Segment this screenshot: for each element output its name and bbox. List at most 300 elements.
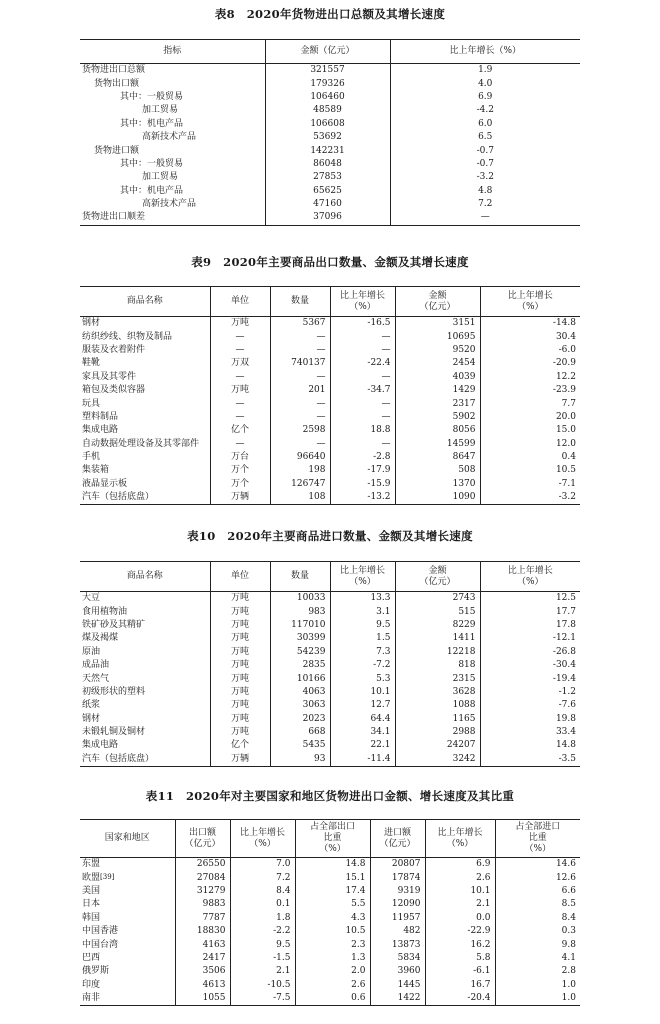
table11-body <box>80 858 580 1006</box>
table10 <box>80 561 580 767</box>
table8-body <box>80 64 580 226</box>
unit-cell: — <box>210 411 270 424</box>
amount-cell: 3242 <box>395 753 480 767</box>
import-share-cell: 12.6 <box>495 871 580 884</box>
product-name-cell: 服装及衣着附件 <box>82 344 146 355</box>
table11-header-export-line2: （亿元） <box>184 838 221 849</box>
amount-cell: 48589 <box>265 104 390 117</box>
import-cell: 11957 <box>370 912 425 925</box>
product-name-cell: 液晶显示板 <box>82 478 128 489</box>
quantity-growth-cell: — <box>330 371 395 384</box>
quantity-growth-cell: 7.3 <box>330 646 395 659</box>
unit-cell: 万吨 <box>210 605 270 618</box>
region-cell <box>80 938 175 951</box>
table8 <box>80 39 580 226</box>
table-row <box>80 144 580 157</box>
product-name-cell: 铁矿砂及其精矿 <box>82 619 146 630</box>
table-row <box>80 726 580 739</box>
table11-grid <box>80 819 580 1006</box>
export-share-cell: 2.6 <box>295 979 370 992</box>
quantity-cell: 96640 <box>270 451 330 464</box>
product-name-cell: 集成电路 <box>82 740 119 751</box>
indicator-cell: 货物出口额 <box>94 78 140 89</box>
unit-cell: 万台 <box>210 451 270 464</box>
table11-header-import-line1: 进口额 <box>383 827 411 838</box>
quantity-growth-cell: -16.5 <box>330 317 395 331</box>
import-growth-cell: 16.2 <box>425 938 495 951</box>
table10-header-amount-growth-line1: 比上年增长 <box>507 565 553 576</box>
table11-header-export-share <box>295 820 370 858</box>
table-row <box>80 605 580 618</box>
table10-header-qty-growth-line2: （%） <box>349 576 376 587</box>
unit-cell: 万辆 <box>210 491 270 505</box>
quantity-cell: 10033 <box>270 592 330 606</box>
table11-header-import-share-line3: （%） <box>524 844 552 854</box>
region-name: 中国台湾 <box>82 939 119 950</box>
quantity-cell: 3063 <box>270 699 330 712</box>
region-name: 日本 <box>82 899 101 910</box>
import-growth-cell: 10.1 <box>425 885 495 898</box>
amount-cell: 515 <box>395 605 480 618</box>
quantity-cell: 2023 <box>270 713 330 726</box>
table9-header-qty-growth <box>330 287 395 317</box>
unit-cell: 万双 <box>210 357 270 370</box>
unit-cell: 万吨 <box>210 619 270 632</box>
export-growth-cell: 8.4 <box>230 885 295 898</box>
unit-cell: — <box>210 397 270 410</box>
amount-growth-cell: -20.9 <box>480 357 580 370</box>
table8-header-amount: 金额（亿元） <box>265 40 390 64</box>
table-row <box>80 384 580 397</box>
quantity-growth-cell: 34.1 <box>330 726 395 739</box>
indicator-cell: 高新技术产品 <box>142 199 197 210</box>
quantity-cell: — <box>270 397 330 410</box>
unit-cell: 万吨 <box>210 317 270 331</box>
export-share-cell: 5.5 <box>295 898 370 911</box>
growth-cell: -0.7 <box>390 144 580 157</box>
unit-cell: 亿个 <box>210 424 270 437</box>
import-growth-cell: 5.8 <box>425 952 495 965</box>
table11-header-import-share <box>495 820 580 858</box>
amount-growth-cell: -3.5 <box>480 753 580 767</box>
table11-header-import-growth <box>425 820 495 858</box>
table10-grid <box>80 561 580 767</box>
table9-header-qty: 数量 <box>270 287 330 317</box>
table-row <box>80 211 580 225</box>
region-name: 巴西 <box>82 952 101 963</box>
product-name-cell: 纸浆 <box>82 700 101 711</box>
quantity-growth-cell: -22.4 <box>330 357 395 370</box>
amount-growth-cell: -7.1 <box>480 478 580 491</box>
table9-header-qty-growth-line2: （%） <box>349 301 376 312</box>
table11 <box>80 819 580 1006</box>
table11-header-export-growth-line1: 比上年增长 <box>239 827 285 838</box>
export-share-cell: 14.8 <box>295 858 370 872</box>
indicator-cell: 其中：一般贸易 <box>120 91 184 102</box>
region-cell <box>80 912 175 925</box>
table-row <box>80 965 580 978</box>
table11-header-region: 国家和地区 <box>80 820 175 858</box>
amount-cell: 5902 <box>395 411 480 424</box>
table8-header-indicator: 指标 <box>80 40 265 64</box>
growth-cell: 7.2 <box>390 198 580 211</box>
indicator-cell: 货物进口额 <box>94 145 140 156</box>
region-cell <box>80 898 175 911</box>
amount-growth-cell: -7.6 <box>480 699 580 712</box>
product-name-cell: 家具及其零件 <box>82 371 137 382</box>
quantity-growth-cell: — <box>330 344 395 357</box>
quantity-growth-cell: 13.3 <box>330 592 395 606</box>
unit-cell: 亿个 <box>210 739 270 752</box>
quantity-cell: 668 <box>270 726 330 739</box>
table-row <box>80 646 580 659</box>
amount-growth-cell: 30.4 <box>480 330 580 343</box>
export-growth-cell: -2.2 <box>230 925 295 938</box>
amount-cell: 47160 <box>265 198 390 211</box>
export-cell: 18830 <box>175 925 230 938</box>
product-name-cell: 汽车（包括底盘） <box>82 753 155 764</box>
unit-cell: 万吨 <box>210 672 270 685</box>
table-row <box>80 371 580 384</box>
indicator-cell: 其中：一般贸易 <box>120 158 184 169</box>
import-growth-cell: 2.6 <box>425 871 495 884</box>
export-growth-cell: 7.2 <box>230 871 295 884</box>
quantity-cell: 117010 <box>270 619 330 632</box>
product-name-cell: 煤及褐煤 <box>82 633 119 644</box>
import-growth-cell: -22.9 <box>425 925 495 938</box>
table9-header-unit: 单位 <box>210 287 270 317</box>
region-name: 美国 <box>82 885 101 896</box>
amount-cell: 10695 <box>395 330 480 343</box>
table-row <box>80 592 580 606</box>
amount-cell: 9520 <box>395 344 480 357</box>
table9-title: 表9 2020年主要商品出口数量、金额及其增长速度 <box>191 255 469 269</box>
table10-header-amount-growth <box>480 562 580 592</box>
import-growth-cell: 16.7 <box>425 979 495 992</box>
export-share-cell: 0.6 <box>295 992 370 1006</box>
table-row <box>80 424 580 437</box>
indicator-cell: 其中：机电产品 <box>120 118 184 129</box>
product-name-cell: 自动数据处理设备及其零部件 <box>82 438 200 449</box>
quantity-cell: — <box>270 411 330 424</box>
indicator-cell: 货物进出口顺差 <box>82 212 146 223</box>
growth-cell: -0.7 <box>390 158 580 171</box>
growth-cell: — <box>390 211 580 225</box>
region-cell <box>80 858 175 872</box>
export-growth-cell: 0.1 <box>230 898 295 911</box>
table-row <box>80 104 580 117</box>
unit-cell: 万个 <box>210 464 270 477</box>
table-row <box>80 118 580 131</box>
amount-cell: 2743 <box>395 592 480 606</box>
table-row <box>80 491 580 505</box>
quantity-growth-cell: -15.9 <box>330 478 395 491</box>
indicator-cell: 其中：机电产品 <box>120 185 184 196</box>
import-cell: 13873 <box>370 938 425 951</box>
quantity-cell: — <box>270 330 330 343</box>
table10-header-qty-growth <box>330 562 395 592</box>
export-cell: 3506 <box>175 965 230 978</box>
growth-cell: 1.9 <box>390 64 580 78</box>
region-cell <box>80 925 175 938</box>
table-row <box>80 672 580 685</box>
unit-cell: 万吨 <box>210 646 270 659</box>
table-row <box>80 619 580 632</box>
export-growth-cell: 9.5 <box>230 938 295 951</box>
product-name-cell: 大豆 <box>82 593 101 604</box>
quantity-growth-cell: 1.5 <box>330 632 395 645</box>
table8-grid <box>80 39 580 226</box>
unit-cell: — <box>210 330 270 343</box>
product-name-cell: 纺织纱线、织物及制品 <box>82 331 173 342</box>
table8-title: 表8 2020年货物进出口总额及其增长速度 <box>214 7 446 21</box>
quantity-growth-cell: -2.8 <box>330 451 395 464</box>
amount-growth-cell: 12.2 <box>480 371 580 384</box>
product-name-cell: 塑料制品 <box>82 411 119 422</box>
table-row <box>80 858 580 872</box>
table11-header-export-share-line2: 比重 <box>323 833 342 843</box>
table-row <box>80 739 580 752</box>
quantity-growth-cell: — <box>330 438 395 451</box>
table9-header-amount-growth <box>480 287 580 317</box>
amount-cell: 1088 <box>395 699 480 712</box>
indicator-cell: 加工贸易 <box>142 172 179 183</box>
amount-growth-cell: 12.0 <box>480 438 580 451</box>
table-row <box>80 979 580 992</box>
export-cell: 1055 <box>175 992 230 1006</box>
table-row <box>80 397 580 410</box>
amount-growth-cell: -23.9 <box>480 384 580 397</box>
table-row <box>80 686 580 699</box>
growth-cell: 6.0 <box>390 118 580 131</box>
table10-title: 表10 2020年主要商品进口数量、金额及其增长速度 <box>187 529 473 543</box>
table-row <box>80 64 580 78</box>
import-share-cell: 4.1 <box>495 952 580 965</box>
import-cell: 12090 <box>370 898 425 911</box>
amount-growth-cell: -30.4 <box>480 659 580 672</box>
table9-header-amount <box>395 287 480 317</box>
table11-header-import-growth-line2: （%） <box>446 838 474 849</box>
quantity-cell: 30399 <box>270 632 330 645</box>
amount-cell: 179326 <box>265 77 390 90</box>
quantity-cell: 5367 <box>270 317 330 331</box>
amount-cell: 106608 <box>265 118 390 131</box>
import-growth-cell: 2.1 <box>425 898 495 911</box>
product-name-cell: 原油 <box>82 646 101 657</box>
unit-cell: — <box>210 371 270 384</box>
table-row <box>80 632 580 645</box>
import-share-cell: 8.4 <box>495 912 580 925</box>
growth-cell: 4.8 <box>390 185 580 198</box>
quantity-growth-cell: -34.7 <box>330 384 395 397</box>
region-name: 印度 <box>82 979 101 990</box>
quantity-cell: 54239 <box>270 646 330 659</box>
amount-cell: 37096 <box>265 211 390 225</box>
import-cell: 482 <box>370 925 425 938</box>
quantity-cell: 4063 <box>270 686 330 699</box>
amount-growth-cell: -12.1 <box>480 632 580 645</box>
region-name: 中国香港 <box>82 926 119 937</box>
amount-cell: 818 <box>395 659 480 672</box>
amount-growth-cell: 17.7 <box>480 605 580 618</box>
quantity-cell: — <box>270 344 330 357</box>
product-name-cell: 鞋靴 <box>82 358 101 369</box>
table-row <box>80 317 580 331</box>
table10-header-amount-line2: （亿元） <box>419 576 456 587</box>
table-row <box>80 91 580 104</box>
quantity-cell: 126747 <box>270 478 330 491</box>
product-name-cell: 食用植物油 <box>82 606 128 617</box>
product-name-cell: 玩具 <box>82 398 101 409</box>
import-share-cell: 1.0 <box>495 979 580 992</box>
table-row <box>80 478 580 491</box>
product-name-cell: 集成电路 <box>82 425 119 436</box>
growth-cell: -4.2 <box>390 104 580 117</box>
export-cell: 2417 <box>175 952 230 965</box>
export-growth-cell: 2.1 <box>230 965 295 978</box>
quantity-growth-cell: 9.5 <box>330 619 395 632</box>
quantity-cell: 740137 <box>270 357 330 370</box>
amount-cell: 106460 <box>265 91 390 104</box>
table-row <box>80 952 580 965</box>
amount-cell: 321557 <box>265 64 390 78</box>
import-growth-cell: 6.9 <box>425 858 495 872</box>
quantity-growth-cell: — <box>330 330 395 343</box>
table9-header-amount-line2: （亿元） <box>419 301 456 312</box>
amount-growth-cell: 10.5 <box>480 464 580 477</box>
amount-cell: 1165 <box>395 713 480 726</box>
export-share-cell: 15.1 <box>295 871 370 884</box>
export-cell: 4613 <box>175 979 230 992</box>
amount-cell: 2317 <box>395 397 480 410</box>
indicator-cell: 高新技术产品 <box>142 132 197 143</box>
table-row <box>80 753 580 767</box>
import-cell: 3960 <box>370 965 425 978</box>
amount-cell: 1411 <box>395 632 480 645</box>
import-growth-cell: 0.0 <box>425 912 495 925</box>
import-share-cell: 8.5 <box>495 898 580 911</box>
footnote-ref[interactable]: [39] <box>100 872 115 881</box>
table-row <box>80 699 580 712</box>
table11-header-export-line1: 出口额 <box>188 827 216 838</box>
quantity-growth-cell: — <box>330 397 395 410</box>
region-cell <box>80 885 175 898</box>
amount-cell: 1090 <box>395 491 480 505</box>
region-name: 欧盟 <box>82 872 101 883</box>
quantity-growth-cell: 18.8 <box>330 424 395 437</box>
table-row <box>80 171 580 184</box>
unit-cell: 万吨 <box>210 699 270 712</box>
region-name: 南非 <box>82 993 101 1004</box>
import-growth-cell: -20.4 <box>425 992 495 1006</box>
table10-header-unit: 单位 <box>210 562 270 592</box>
product-name-cell: 成品油 <box>82 660 110 671</box>
import-share-cell: 2.8 <box>495 965 580 978</box>
unit-cell: 万吨 <box>210 659 270 672</box>
amount-cell: 8056 <box>395 424 480 437</box>
amount-growth-cell: 15.0 <box>480 424 580 437</box>
region-name: 俄罗斯 <box>82 966 110 977</box>
amount-cell: 4039 <box>395 371 480 384</box>
region-name: 东盟 <box>82 859 101 870</box>
quantity-cell: 5435 <box>270 739 330 752</box>
product-name-cell: 钢材 <box>82 318 101 329</box>
export-cell: 4163 <box>175 938 230 951</box>
quantity-growth-cell: 12.7 <box>330 699 395 712</box>
growth-cell: 6.9 <box>390 91 580 104</box>
growth-cell: 6.5 <box>390 131 580 144</box>
amount-cell: 24207 <box>395 739 480 752</box>
unit-cell: 万吨 <box>210 384 270 397</box>
table10-header-qty-growth-line1: 比上年增长 <box>339 565 385 576</box>
amount-growth-cell: -6.0 <box>480 344 580 357</box>
product-name-cell: 天然气 <box>82 673 110 684</box>
export-share-cell: 4.3 <box>295 912 370 925</box>
quantity-growth-cell: 10.1 <box>330 686 395 699</box>
table-row <box>80 912 580 925</box>
table10-header-name: 商品名称 <box>80 562 210 592</box>
table11-header-export <box>175 820 230 858</box>
amount-growth-cell: -1.2 <box>480 686 580 699</box>
region-name: 韩国 <box>82 912 101 923</box>
table-row <box>80 713 580 726</box>
quantity-growth-cell: 64.4 <box>330 713 395 726</box>
table-row <box>80 464 580 477</box>
table-row <box>80 871 580 884</box>
indicator-cell: 加工贸易 <box>142 105 179 116</box>
quantity-cell: — <box>270 371 330 384</box>
quantity-cell: 10166 <box>270 672 330 685</box>
amount-growth-cell: 33.4 <box>480 726 580 739</box>
quantity-cell: 2835 <box>270 659 330 672</box>
unit-cell: 万吨 <box>210 686 270 699</box>
import-share-cell: 1.0 <box>495 992 580 1006</box>
table-row <box>80 330 580 343</box>
export-share-cell: 10.5 <box>295 925 370 938</box>
quantity-growth-cell: 22.1 <box>330 739 395 752</box>
table11-title: 表11 2020年对主要国家和地区货物进出口金额、增长速度及其比重 <box>145 789 515 803</box>
amount-growth-cell: 20.0 <box>480 411 580 424</box>
table-row <box>80 158 580 171</box>
table10-header-amount-growth-line2: （%） <box>516 576 544 587</box>
table11-header-import-line2: （亿元） <box>379 838 416 849</box>
amount-cell: 2315 <box>395 672 480 685</box>
table-row <box>80 438 580 451</box>
table-row <box>80 659 580 672</box>
amount-cell: 508 <box>395 464 480 477</box>
amount-growth-cell: 17.8 <box>480 619 580 632</box>
amount-growth-cell: -19.4 <box>480 672 580 685</box>
amount-cell: 3628 <box>395 686 480 699</box>
table-row <box>80 451 580 464</box>
amount-cell: 14599 <box>395 438 480 451</box>
table-row <box>80 131 580 144</box>
table10-body <box>80 592 580 767</box>
export-growth-cell: 1.8 <box>230 912 295 925</box>
table9-grid <box>80 286 580 505</box>
product-name-cell: 集装箱 <box>82 465 110 476</box>
import-cell: 1422 <box>370 992 425 1006</box>
export-cell: 31279 <box>175 885 230 898</box>
amount-cell: 65625 <box>265 185 390 198</box>
table11-header-import-share-line1: 占全部进口 <box>515 822 561 832</box>
table-row <box>80 77 580 90</box>
quantity-growth-cell: -7.2 <box>330 659 395 672</box>
quantity-growth-cell: -11.4 <box>330 753 395 767</box>
table-row <box>80 344 580 357</box>
region-cell <box>80 992 175 1006</box>
import-share-cell: 14.6 <box>495 858 580 872</box>
